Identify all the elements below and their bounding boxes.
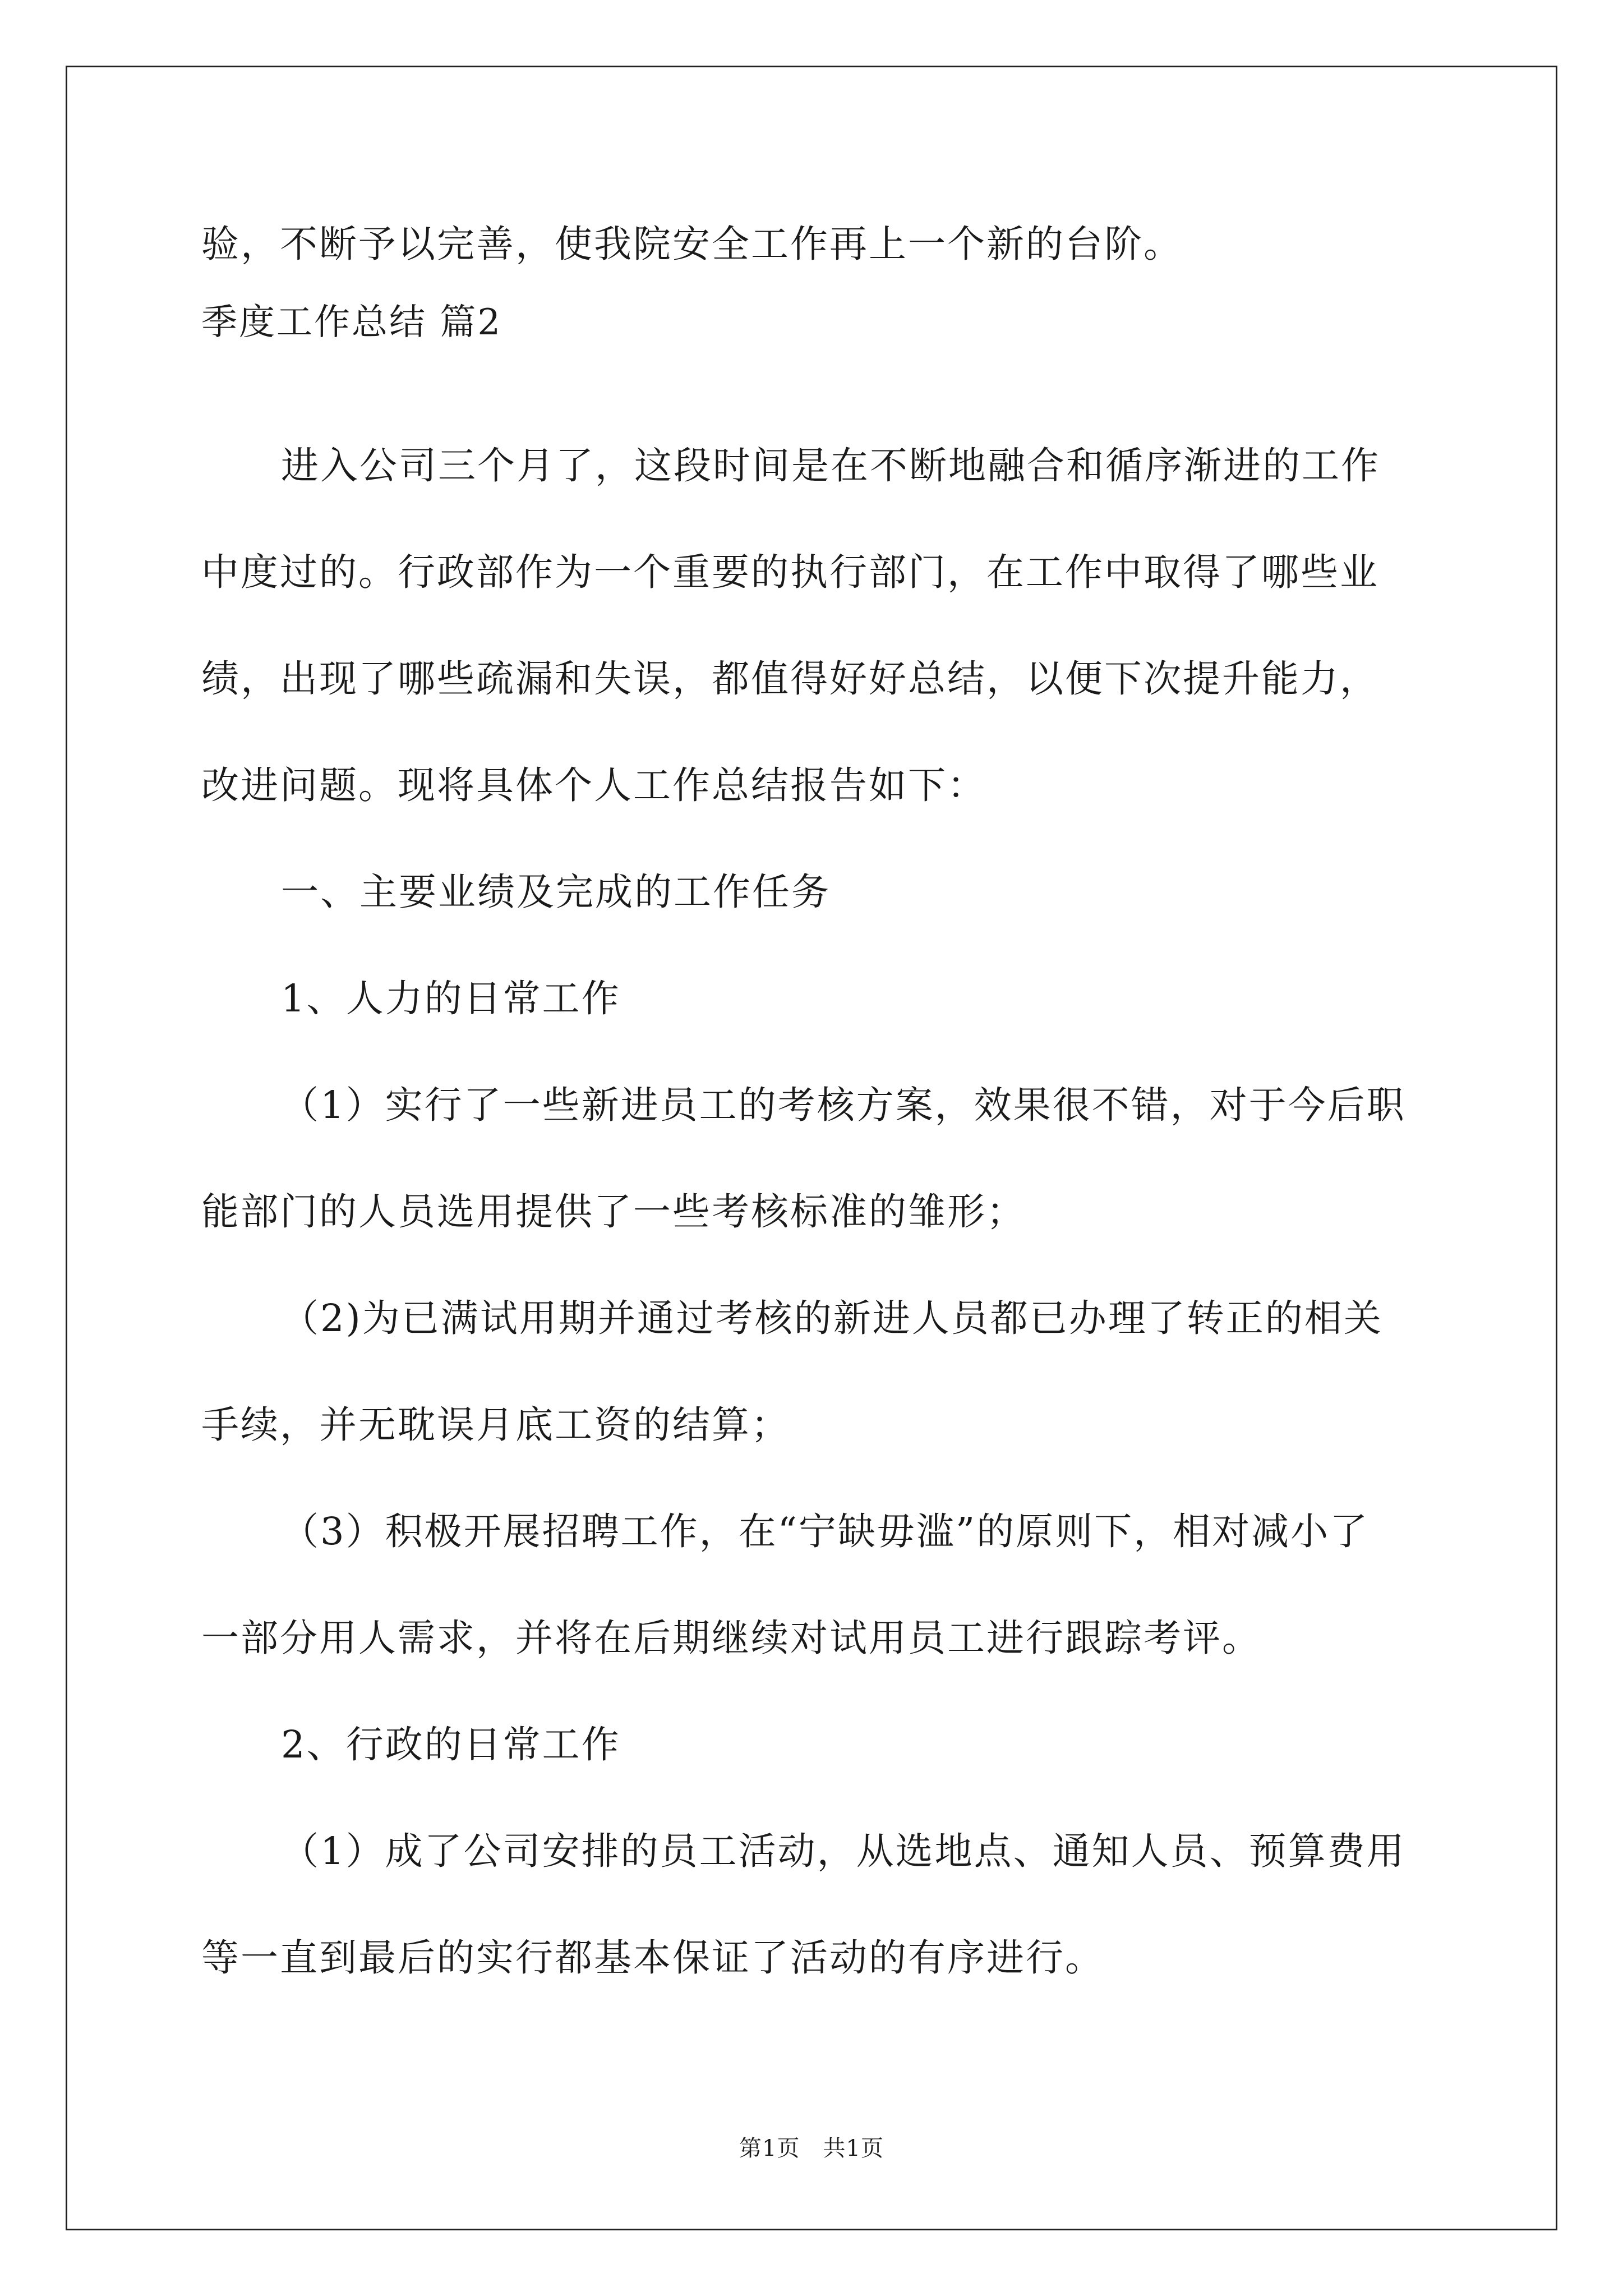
subheading-line: 2、行政的日常工作 — [281, 1723, 621, 1766]
list-item-line: （1）成了公司安排的员工活动，从选地点、通知人员、预算费用 — [281, 1829, 1406, 1873]
list-item-line: （1）实行了一些新进员工的考核方案，效果很不错，对于今后职 — [281, 1083, 1406, 1127]
list-item-line: （2)为已满试用期并通过考核的新进人员都已办理了转正的相关 — [281, 1296, 1383, 1340]
page-footer: 第1页 共1页 — [739, 2136, 884, 2161]
paragraph-line: 绩，出现了哪些疏漏和失误，都值得好好总结，以便下次提升能力， — [201, 657, 1379, 701]
page-border — [66, 66, 1557, 2230]
paragraph-line: 中度过的。行政部作为一个重要的执行部门，在工作中取得了哪些业 — [201, 550, 1379, 594]
list-item-line: 手续，并无耽误月底工资的结算； — [201, 1403, 790, 1447]
list-item-line: 等一直到最后的实行都基本保证了活动的有序进行。 — [201, 1936, 1104, 1980]
subheading-line: 一、主要业绩及完成的工作任务 — [281, 870, 831, 914]
paragraph-line: 验，不断予以完善，使我院安全工作再上一个新的台阶。 — [201, 222, 1183, 266]
list-item-line: 能部门的人员选用提供了一些考核标准的雏形； — [201, 1190, 1026, 1234]
section-title: 季度工作总结 篇2 — [201, 302, 502, 343]
paragraph-line: 进入公司三个月了，这段时间是在不断地融合和循序渐进的工作 — [281, 444, 1380, 487]
subheading-line: 1、人力的日常工作 — [281, 977, 621, 1020]
paragraph-line: 改进问题。现将具体个人工作总结报告如下： — [201, 763, 986, 807]
list-item-line: 一部分用人需求，并将在后期继续对试用员工进行跟踪考评。 — [201, 1616, 1261, 1660]
list-item-line: （3）积极开展招聘工作，在“宁缺毋滥”的原则下，相对减小了 — [281, 1510, 1370, 1553]
